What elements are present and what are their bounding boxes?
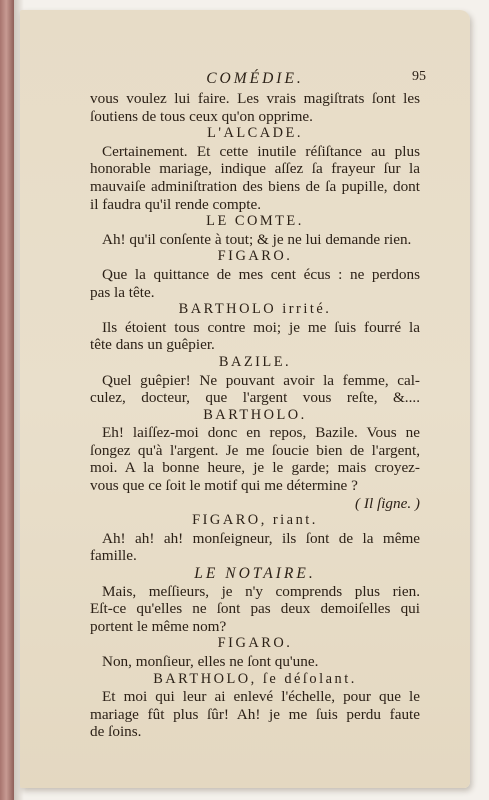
text-line: vous voulez lui faire. Les vrais magiſtrats ſont les (90, 90, 420, 107)
speaker-line: FIGARO. (217, 248, 293, 265)
page-number: 95 (412, 69, 426, 84)
running-title: COMÉDIE. (206, 70, 304, 87)
text-line: Eh! laiſſez-moi donc en repos, Bazile. Vous ne (102, 424, 420, 442)
text-line: Ah! ah! ah! monſeigneur, ils ſont de la même (102, 529, 420, 547)
speaker-line: BAZILE. (218, 353, 292, 370)
text-line: honorable mariage, indique aſſez ſa frayeur ſur la (90, 160, 420, 178)
text-line: vous que ce ſoit le motif qui me détermine ? (90, 477, 358, 495)
text-line: Que la quittance de mes cent écus : ne perdons (102, 265, 420, 283)
text-line: Ils étoient tous contre moi; je me ſuis fourré la (102, 318, 420, 336)
text-line: ſoutiens de tous ceux qu'on opprime. (90, 107, 313, 125)
page-text-block (90, 69, 426, 741)
text-line: moi. A la bonne heure, je le garde; mais croyez- (90, 459, 420, 477)
text-line: Mais, meſſieurs, je n'y comprends plus rien. (102, 582, 420, 600)
text-line: Et moi qui leur ai enlevé l'échelle, pour que le (102, 688, 420, 706)
text-line: de ſoins. (90, 723, 142, 741)
speaker-line: FIGARO, riant. (192, 512, 318, 529)
speaker-line: LE NOTAIRE. (194, 565, 316, 583)
text-line: famille. (90, 547, 137, 565)
text-line: tête dans un guêpier. (90, 336, 215, 354)
speaker-line: L'ALCADE. (207, 125, 303, 142)
text-line: culez, docteur, que l'argent vous reſte, &.... (90, 389, 420, 407)
speaker-line: FIGARO. (217, 635, 293, 652)
text-line: Non, monſieur, elles ne ſont qu'une. (102, 653, 319, 670)
text-line: Certainement. Et cette inutile réſiſtance au plus (102, 142, 420, 160)
page-header (90, 69, 426, 90)
speaker-line: BARTHOLO. (203, 406, 307, 423)
text-line: mariage fût plus ſûr! Ah! je me ſuis perdu faute (90, 705, 420, 723)
speaker-line: BARTHOLO irrité. (178, 301, 332, 318)
text-line: Quel guêpier! Ne pouvant avoir la femme, cal- (102, 371, 420, 389)
binding-spine (0, 0, 14, 800)
speaker-line: BARTHOLO, ſe déſolant. (153, 670, 357, 687)
text-line: pas la tête. (90, 283, 155, 301)
text-line: Ah! qu'il conſente à tout; & je ne lui demande rien. (102, 230, 412, 248)
book-page (20, 10, 470, 788)
stage-direction: ( Il ſigne. ) (355, 494, 420, 512)
text-line: portent le même nom? (90, 617, 227, 635)
text-line: mauvaiſe adminiſtration des biens de ſa pupille, dont (90, 177, 420, 195)
text-line: ſongez qu'à l'argent. Je me ſoucie bien de l'argent, (90, 441, 420, 459)
text-line: Eſt-ce qu'elles ne ſont pas deux demoiſelles qui (90, 600, 420, 618)
speaker-line: LE COMTE. (206, 213, 304, 230)
text-lines (90, 90, 420, 741)
text-line: il faudra qu'il rende compte. (90, 195, 262, 213)
